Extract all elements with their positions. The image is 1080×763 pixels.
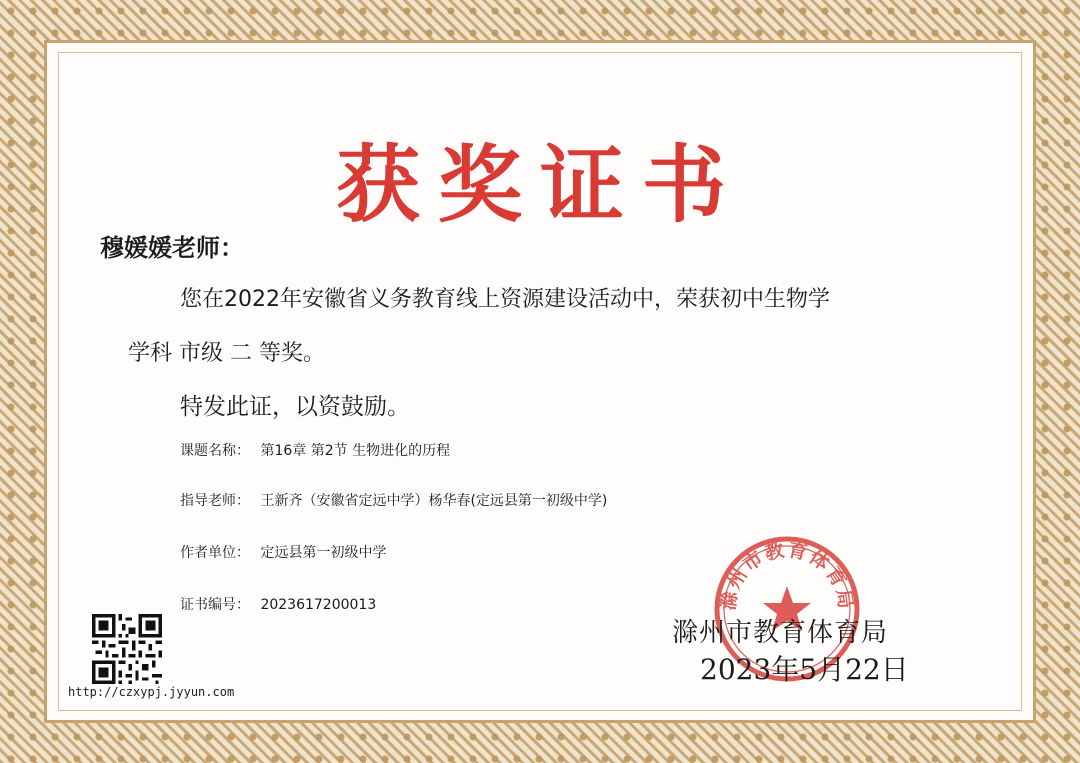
unit-row [180, 542, 386, 562]
advisor-value: 王新齐（安徽省定远中学）杨华春(定远县第一初级中学) [260, 493, 608, 509]
qr-code-icon[interactable] [92, 614, 162, 684]
issuer-name: 滁州市教育体育局 [672, 618, 889, 648]
unit-label: 作者单位： [180, 545, 250, 561]
verification-url[interactable]: http://czxypj.jyyun.com [68, 685, 235, 699]
unit-value: 定远县第一初级中学 [260, 545, 387, 561]
certificate-title: 获奖证书 [335, 135, 744, 234]
award-text-line-3: 特发此证，以资鼓励。 [180, 394, 410, 420]
topic-value: 第16章 第2节 生物进化的历程 [260, 443, 451, 459]
recipient-name: 穆媛媛老师： [100, 234, 244, 262]
seal-text: 滁州市教育体育局 [717, 538, 857, 612]
advisor-label: 指导老师： [180, 493, 250, 509]
number-value: 2023617200013 [260, 597, 377, 613]
topic-label: 课题名称： [180, 443, 250, 459]
award-text-line-1: 您在2022年安徽省义务教育线上资源建设活动中，荣获初中生物学 [180, 287, 830, 312]
topic-row [180, 440, 450, 460]
award-text-line-2: 学科 市级 二 等奖。 [128, 341, 325, 366]
number-label: 证书编号： [180, 597, 250, 613]
issue-date: 2023年5月22日 [700, 653, 909, 686]
number-row [180, 594, 376, 614]
advisor-row [180, 490, 607, 510]
